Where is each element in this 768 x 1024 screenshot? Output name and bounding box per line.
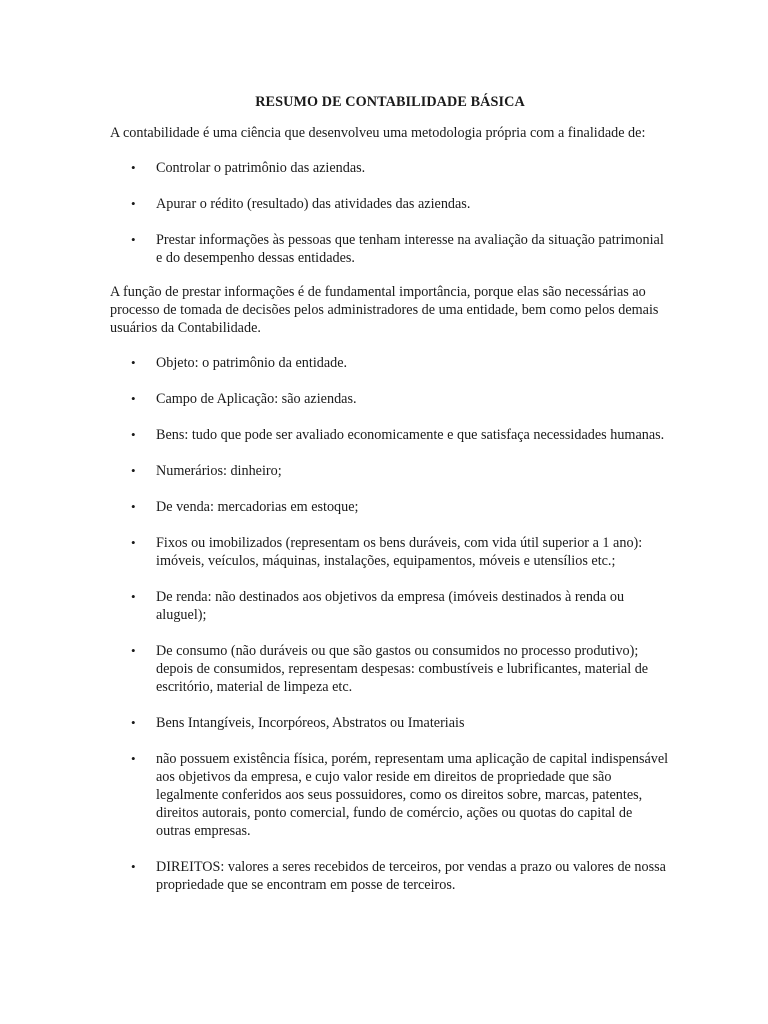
list-item bbox=[110, 858, 670, 894]
bullet-icon: • bbox=[131, 232, 136, 247]
list-item-text: Bens Intangíveis, Incorpóreos, Abstratos ou Imateriais bbox=[156, 715, 465, 731]
list-item bbox=[110, 588, 670, 624]
list-item bbox=[110, 195, 670, 213]
list-item-text: DIREITOS: valores a seres recebidos de terceiros, por vendas a prazo ou valores de nossa propriedade que se encontram em posse de terceiros. bbox=[156, 859, 666, 893]
list-item-text: De consumo (não duráveis ou que são gastos ou consumidos no processo produtivo); depois de consumidos, representam despesas: combustíveis e lubrificantes, material de escritório, material de limpeza etc. bbox=[156, 643, 649, 695]
list-item bbox=[110, 750, 670, 840]
bullet-icon: • bbox=[131, 589, 136, 604]
bullet-icon: • bbox=[131, 499, 136, 514]
bullet-icon: • bbox=[131, 643, 136, 658]
list-item bbox=[110, 426, 670, 444]
bullet-icon: • bbox=[131, 160, 136, 175]
list-item bbox=[110, 390, 670, 408]
document-title: RESUMO DE CONTABILIDADE BÁSICA bbox=[255, 94, 525, 110]
list-item-text: De renda: não destinados aos objetivos da empresa (imóveis destinados à renda ou aluguel); bbox=[156, 589, 625, 623]
list-item bbox=[110, 231, 670, 267]
list-item-text: não possuem existência física, porém, representam uma aplicação de capital indispensável aos objetivos da empresa, e cujo valor reside em direitos de propriedade que são legalmente conferidos aos seus possuidores, como os direitos sobre, marcas, patentes, direitos autorais, ponto comercial, fundo de comércio, ações ou quotas do capital de outras empresas. bbox=[156, 751, 669, 839]
purpose-list bbox=[110, 159, 670, 267]
concepts-list bbox=[110, 354, 670, 894]
intro-paragraph: A contabilidade é uma ciência que desenvolveu uma metodologia própria com a finalidade de: bbox=[110, 125, 646, 141]
bullet-icon: • bbox=[131, 355, 136, 370]
list-item-text: Campo de Aplicação: são aziendas. bbox=[156, 391, 357, 407]
document-page bbox=[110, 93, 670, 911]
bullet-icon: • bbox=[131, 715, 136, 730]
list-item bbox=[110, 714, 670, 732]
list-item bbox=[110, 354, 670, 372]
list-item-text: De venda: mercadorias em estoque; bbox=[156, 499, 359, 515]
list-item bbox=[110, 462, 670, 480]
bullet-icon: • bbox=[131, 751, 136, 766]
function-paragraph: A função de prestar informações é de fundamental importância, porque elas são necessárias ao processo de tomada de decisões pelos administradores de uma entidade, bem como pelos demais usuários da Contabilidade. bbox=[110, 284, 659, 336]
bullet-icon: • bbox=[131, 859, 136, 874]
list-item-text: Objeto: o patrimônio da entidade. bbox=[156, 355, 348, 371]
list-item-text: Controlar o patrimônio das aziendas. bbox=[156, 160, 366, 176]
bullet-icon: • bbox=[131, 463, 136, 478]
list-item-text: Numerários: dinheiro; bbox=[156, 463, 282, 479]
list-item-text: Fixos ou imobilizados (representam os bens duráveis, com vida útil superior a 1 ano): imóveis, veículos, máquinas, instalações, equipamentos, móveis e utensílios etc.; bbox=[156, 535, 643, 569]
list-item-text: Apurar o rédito (resultado) das atividades das aziendas. bbox=[156, 196, 471, 212]
list-item bbox=[110, 642, 670, 696]
bullet-icon: • bbox=[131, 535, 136, 550]
list-item-text: Prestar informações às pessoas que tenham interesse na avaliação da situação patrimonial e do desempenho dessas entidades. bbox=[156, 232, 664, 266]
list-item bbox=[110, 534, 670, 570]
bullet-icon: • bbox=[131, 391, 136, 406]
list-item-text: Bens: tudo que pode ser avaliado economicamente e que satisfaça necessidades humanas. bbox=[156, 427, 665, 443]
bullet-icon: • bbox=[131, 427, 136, 442]
bullet-icon: • bbox=[131, 196, 136, 211]
list-item bbox=[110, 159, 670, 177]
list-item bbox=[110, 498, 670, 516]
